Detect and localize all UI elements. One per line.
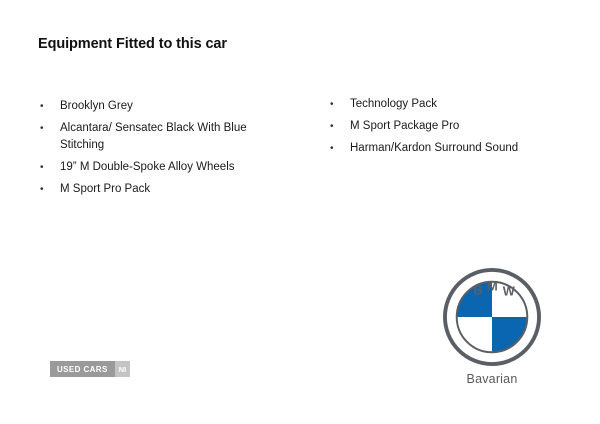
bullet-icon: • [330,143,334,154]
equipment-list-right-items [328,96,568,157]
list-item-label: M Sport Pro Pack [60,183,151,195]
list-item [38,159,288,176]
brand-logo-block [438,268,546,386]
used-cars-badge-secondary: NI [115,361,131,377]
equipment-list-right [328,96,568,162]
svg-text:M: M [487,278,498,294]
list-item-label: Harman/Kardon Surround Sound [350,142,519,154]
used-cars-badge [50,361,130,377]
list-item-label: 19” M Double-Spoke Alloy Wheels [60,161,235,173]
list-item-label: Alcantara/ Sensatec Black With Blue Stitching [60,122,247,151]
equipment-list-left [38,98,288,203]
bullet-icon: • [40,162,44,173]
dealer-name: Bavarian [466,372,518,386]
list-item [38,98,288,115]
bmw-roundel-icon [443,268,541,366]
list-item [328,96,568,113]
bullet-icon: • [330,99,334,110]
svg-text:W: W [502,283,515,299]
svg-text:B: B [473,282,483,298]
bullet-icon: • [40,184,44,195]
list-item-label: M Sport Package Pro [350,120,460,132]
list-item-label: Technology Pack [350,98,437,110]
equipment-list-left-items [38,98,288,198]
list-item [328,118,568,135]
bullet-icon: • [40,123,44,134]
bullet-icon: • [330,121,334,132]
bullet-icon: • [40,101,44,112]
list-item [328,140,568,157]
list-item [38,120,288,154]
used-cars-badge-primary: USED CARS [50,361,115,377]
list-item [38,181,288,198]
list-item-label: Brooklyn Grey [60,100,133,112]
page-title: Equipment Fitted to this car [38,36,227,52]
